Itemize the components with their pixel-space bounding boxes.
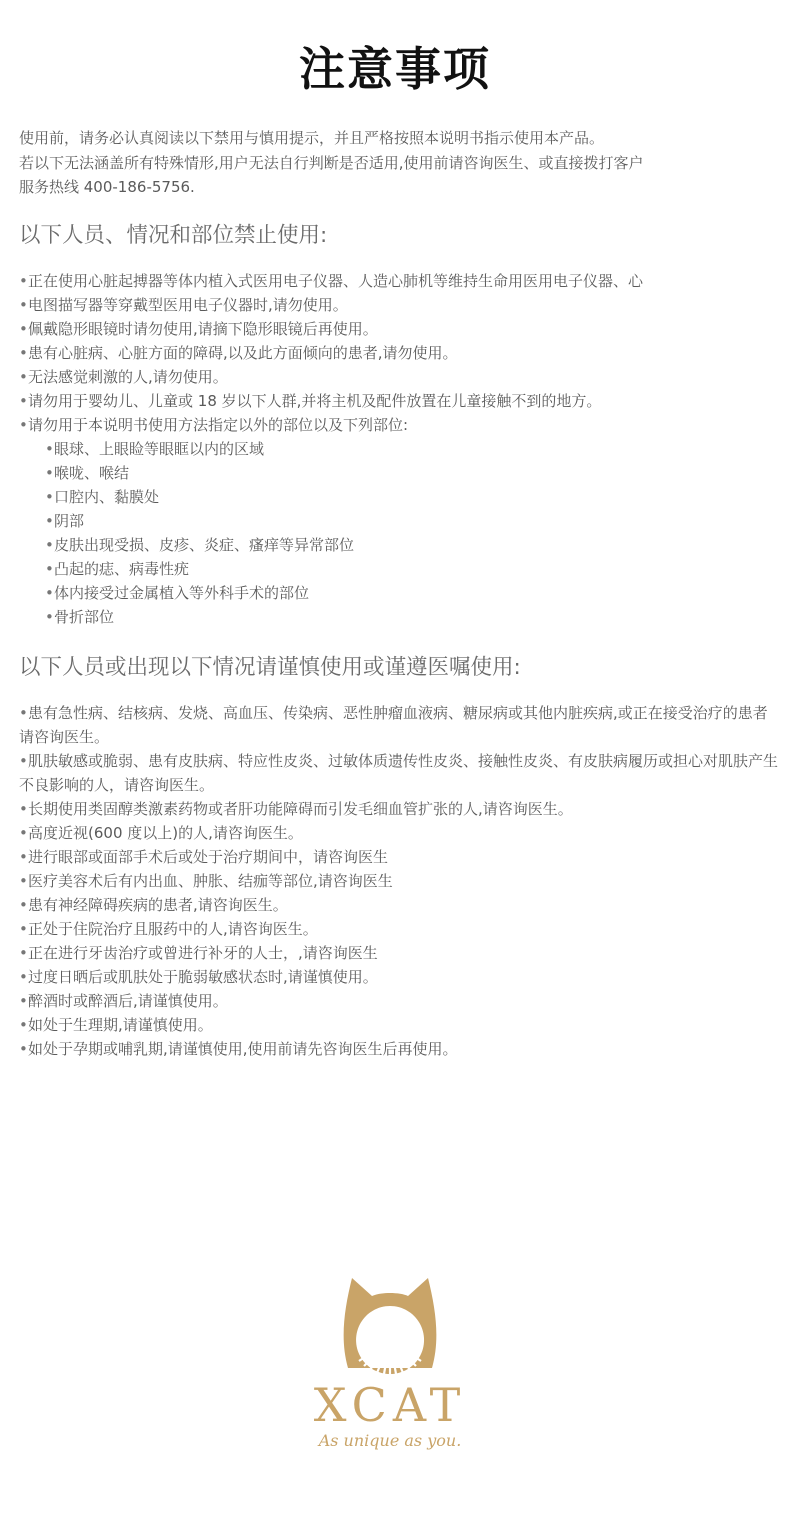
sub-list-item (19, 437, 779, 461)
list-item-text: 正处于住院治疗且服药中的人,请咨询医生。 (28, 920, 318, 938)
brand-logo (300, 1270, 490, 1460)
list-item (19, 941, 779, 965)
list-item (19, 701, 779, 749)
bullet-icon: • (45, 536, 54, 554)
bullet-icon: • (19, 1040, 28, 1058)
list-item-text: 请勿用于本说明书使用方法指定以外的部位以及下列部位: (28, 416, 409, 434)
prohibited-heading: 以下人员、情况和部位禁止使用: (19, 223, 328, 248)
list-item (19, 413, 779, 437)
list-item-text: 患有神经障碍疾病的患者,请咨询医生。 (28, 896, 288, 914)
intro-line: 服务热线 400-186-5756. (19, 178, 195, 196)
bullet-icon: • (19, 968, 28, 986)
list-item (19, 1013, 779, 1037)
caution-list (19, 701, 779, 1061)
sub-list-item-text: 骨折部位 (54, 608, 115, 626)
bullet-icon: • (19, 704, 28, 722)
logo-slogan: As unique as you. (318, 1431, 462, 1450)
bullet-icon: • (19, 296, 28, 314)
bullet-icon: • (19, 872, 28, 890)
bullet-icon: • (19, 848, 28, 866)
list-item-text: 长期使用类固醇类激素药物或者肝功能障碍而引发毛细血管扩张的人,请咨询医生。 (28, 800, 573, 818)
list-item-text: 正在进行牙齿治疗或曾进行补牙的人士，,请咨询医生 (28, 944, 378, 962)
list-item (19, 965, 779, 989)
list-item (19, 917, 779, 941)
list-item (19, 365, 779, 389)
list-item-text: 正在使用心脏起搏器等体内植入式医用电子仪器、人造心肺机等维持生命用医用电子仪器、心 (28, 272, 644, 290)
sub-list-item (19, 605, 779, 629)
list-item-text: 电图描写器等穿戴型医用电子仪器时,请勿使用。 (28, 296, 348, 314)
list-item-text: 过度日晒后或肌肤处于脆弱敏感状态时,请谨慎使用。 (28, 968, 378, 986)
cat-head-icon (300, 1270, 490, 1375)
list-item-text: 如处于生理期,请谨慎使用。 (28, 1016, 213, 1034)
intro-line: 使用前，请务必认真阅读以下禁用与慎用提示，并且严格按照本说明书指示使用本产品。 (19, 129, 605, 147)
list-item-text: 无法感觉刺激的人,请勿使用。 (28, 368, 228, 386)
bullet-icon: • (19, 824, 28, 842)
sub-list-item-text: 体内接受过金属植入等外科手术的部位 (54, 584, 310, 602)
sub-list-item-text: 皮肤出现受损、皮疹、炎症、瘙痒等异常部位 (54, 536, 355, 554)
list-item-text: 进行眼部或面部手术后或处于治疗期间中，请咨询医生 (28, 848, 389, 866)
bullet-icon: • (19, 272, 28, 290)
list-item (19, 845, 779, 869)
list-item (19, 821, 779, 845)
bullet-icon: • (19, 920, 28, 938)
list-item-text: 高度近视(600 度以上)的人,请咨询医生。 (28, 824, 303, 842)
bullet-icon: • (45, 560, 54, 578)
bullet-icon: • (19, 896, 28, 914)
intro-line: 若以下无法涵盖所有特殊情形,用户无法自行判断是否适用,使用前请咨询医生、或直接拨打客户 (19, 153, 644, 172)
list-item (19, 1037, 779, 1061)
bullet-icon: • (45, 464, 54, 482)
list-item (19, 749, 779, 797)
list-item-text: 佩戴隐形眼镜时请勿使用,请摘下隐形眼镜后再使用。 (28, 320, 378, 338)
list-item (19, 317, 779, 341)
bullet-icon: • (45, 584, 54, 602)
list-item (19, 797, 779, 821)
list-item (19, 869, 779, 893)
list-item-text: 醉酒时或醉酒后,请谨慎使用。 (28, 992, 228, 1010)
bullet-icon: • (19, 752, 28, 770)
sub-list-item (19, 509, 779, 533)
bullet-icon: • (45, 488, 54, 506)
bullet-icon: • (19, 320, 28, 338)
sub-list-item (19, 533, 779, 557)
bullet-icon: • (19, 992, 28, 1010)
list-item-text: 肌肤敏感或脆弱、患有皮肤病、特应性皮炎、过敏体质遗传性皮炎、接触性皮炎、有皮肤病履历或担心对肌肤产生不良影响的人，请咨询医生。 (19, 752, 779, 794)
bullet-icon: • (45, 440, 54, 458)
bullet-icon: • (19, 368, 28, 386)
list-item-text: 患有心脏病、心脏方面的障碍,以及此方面倾向的患者,请勿使用。 (28, 344, 458, 362)
sub-list-item (19, 581, 779, 605)
list-item-text: 医疗美容术后有内出血、肿胀、结痂等部位,请咨询医生 (28, 872, 393, 890)
sub-list-item (19, 557, 779, 581)
sub-list-item (19, 485, 779, 509)
caution-heading: 以下人员或出现以下情况请谨慎使用或谨遵医嘱使用: (19, 655, 521, 680)
page-title: 注意事项 (299, 42, 491, 96)
list-item (19, 389, 779, 413)
sub-list-item (19, 461, 779, 485)
list-item-text: 请勿用于婴幼儿、儿童或 18 岁以下人群,并将主机及配件放置在儿童接触不到的地方。 (28, 392, 602, 410)
bullet-icon: • (19, 1016, 28, 1034)
sub-list-item-text: 阴部 (54, 512, 85, 530)
logo-wordmark: XCAT (313, 1378, 467, 1432)
bullet-icon: • (19, 392, 28, 410)
bullet-icon: • (45, 512, 54, 530)
bullet-icon: • (19, 944, 28, 962)
list-item (19, 269, 779, 293)
sub-list-item-text: 喉咙、喉结 (54, 464, 130, 482)
bullet-icon: • (19, 800, 28, 818)
list-item-text: 如处于孕期或哺乳期,请谨慎使用,使用前请先咨询医生后再使用。 (28, 1040, 458, 1058)
list-item (19, 989, 779, 1013)
intro-text (19, 126, 779, 200)
list-item (19, 293, 779, 317)
sub-list-item-text: 眼球、上眼睑等眼眶以内的区域 (54, 440, 265, 458)
list-item (19, 893, 779, 917)
bullet-icon: • (19, 416, 28, 434)
sub-list-item-text: 口腔内、黏膜处 (54, 488, 160, 506)
bullet-icon: • (45, 608, 54, 626)
sub-list-item-text: 凸起的痣、病毒性疣 (54, 560, 190, 578)
list-item-text: 患有急性病、结核病、发烧、高血压、传染病、恶性肿瘤血液病、糖尿病或其他内脏疾病,或正在接受治疗的患者请咨询医生。 (19, 704, 768, 746)
list-item (19, 341, 779, 365)
bullet-icon: • (19, 344, 28, 362)
prohibited-list (19, 269, 779, 629)
